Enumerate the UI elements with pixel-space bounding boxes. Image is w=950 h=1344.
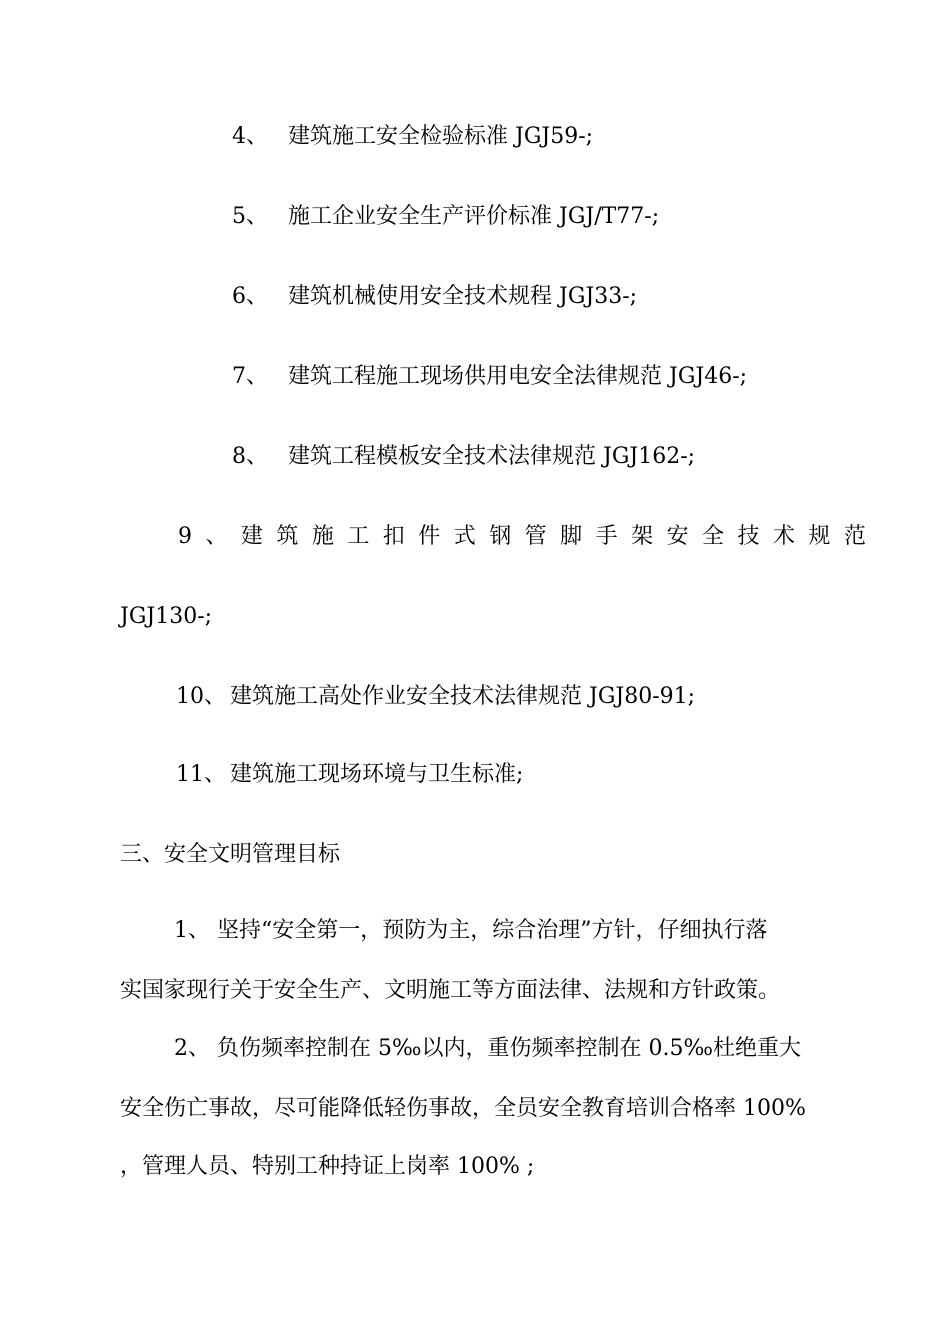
item-number: 7、 xyxy=(232,364,268,389)
list-item xyxy=(232,122,593,152)
paragraph-line: 1、 坚持“安全第一，预防为主，综合治理”方针，仔细执行落 xyxy=(174,918,768,943)
paragraph-line: 2、 负伤频率控制在 5‰以内，重伤频率控制在 0.5‰杜绝重大 xyxy=(174,1036,802,1061)
char: 建 xyxy=(240,524,263,549)
char: 术 xyxy=(772,524,795,549)
list-item xyxy=(176,682,695,712)
char: 钢 xyxy=(489,524,512,549)
item-text: 建筑施工高处作业安全技术法律规范 JGJ80-91; xyxy=(230,684,696,709)
char: 脚 xyxy=(560,524,583,549)
list-item-justified xyxy=(178,522,866,552)
paragraph-line: 实国家现行关于安全生产、文明施工等方面法律、法规和方针政策。 xyxy=(120,978,781,1003)
paragraph-line: 安全伤亡事故，尽可能降低轻伤事故，全员安全教育培训合格率 100% xyxy=(120,1096,806,1121)
char: 架 xyxy=(631,524,654,549)
char: 、 xyxy=(205,524,228,549)
char: 管 xyxy=(524,524,547,549)
item-number: 10、 xyxy=(176,684,226,709)
item-text: 建筑工程模板安全技术法律规范 JGJ162-; xyxy=(288,444,696,469)
char: 式 xyxy=(453,524,476,549)
char: 筑 xyxy=(276,524,299,549)
list-item-continuation: JGJ130-; xyxy=(120,604,213,629)
list-item xyxy=(232,202,659,232)
char: 施 xyxy=(311,524,334,549)
item-number: 8、 xyxy=(232,444,268,469)
item-text: 建筑施工安全检验标准 JGJ59-; xyxy=(288,124,594,149)
item-text: 建筑施工现场环境与卫生标准; xyxy=(230,762,524,787)
item-number: 11、 xyxy=(176,762,226,787)
list-item xyxy=(232,442,695,472)
item-text: 建筑机械使用安全技术规程 JGJ33-; xyxy=(288,284,638,309)
char: 范 xyxy=(843,524,866,549)
char: 件 xyxy=(418,524,441,549)
list-item xyxy=(176,760,523,790)
item-text: 施工企业安全生产评价标准 JGJ/T77-; xyxy=(288,204,660,229)
list-item xyxy=(232,362,747,392)
paragraph-line: ，管理人员、特别工种持证上岗率 100% ; xyxy=(120,1154,535,1179)
char: 工 xyxy=(347,524,370,549)
item-text: 建筑工程施工现场供用电安全法律规范 JGJ46-; xyxy=(288,364,748,389)
char: 扣 xyxy=(382,524,405,549)
section-heading: 三、安全文明管理目标 xyxy=(120,842,341,867)
item-number: 6、 xyxy=(232,284,268,309)
char: 规 xyxy=(808,524,831,549)
item-number: 5、 xyxy=(232,204,268,229)
char: 安 xyxy=(666,524,689,549)
char: 全 xyxy=(702,524,725,549)
item-number: 4、 xyxy=(232,124,268,149)
char: 手 xyxy=(595,524,618,549)
list-item xyxy=(232,282,637,312)
char: 9 xyxy=(178,524,192,549)
char: 技 xyxy=(737,524,760,549)
